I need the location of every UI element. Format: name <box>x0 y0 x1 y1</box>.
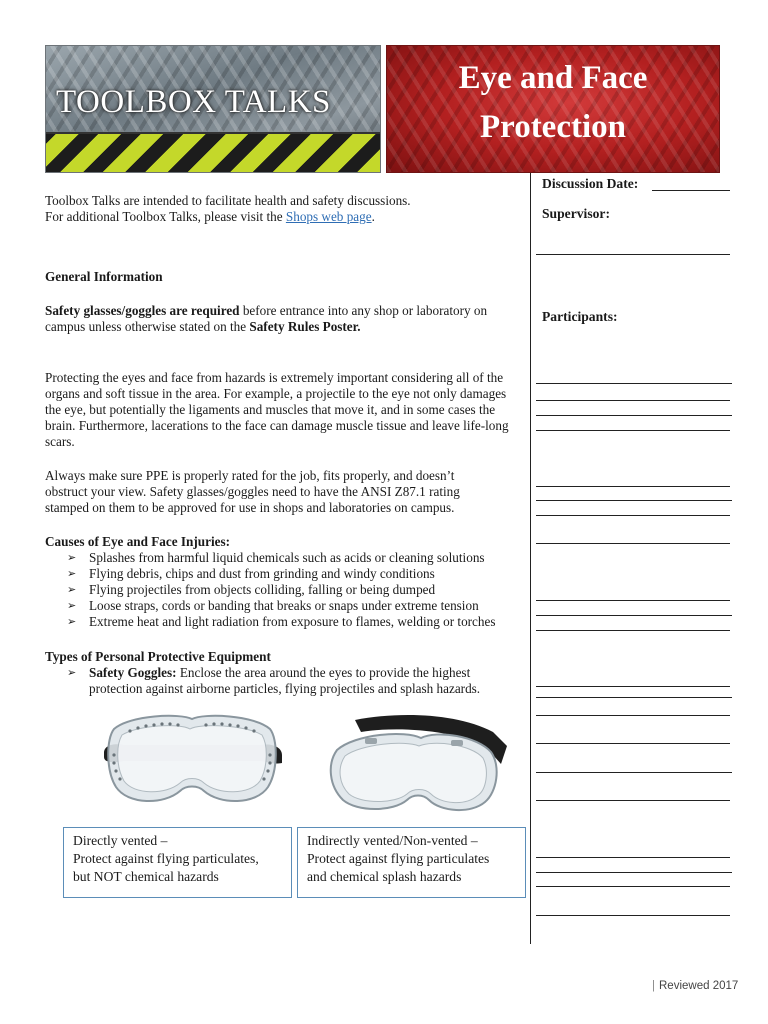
participant-line[interactable] <box>536 697 732 698</box>
direct-vented-caption: Directly vented – Protect against flying particulates, but NOT chemical hazards <box>63 827 292 898</box>
causes-heading: Causes of Eye and Face Injuries: <box>45 534 230 549</box>
intro-line-1: Toolbox Talks are intended to facilitate health and safety discussions. <box>45 193 411 208</box>
arrow-bullet-icon: ➢ <box>67 584 77 596</box>
list-item: ➢ Loose straps, cords or banding that breaks or snaps under extreme tension <box>67 598 479 613</box>
participant-line[interactable] <box>536 415 732 416</box>
general-info-heading: General Information <box>45 269 163 284</box>
arrow-bullet-icon: ➢ <box>67 568 77 580</box>
supervisor-label: Supervisor: <box>542 206 610 221</box>
participant-line[interactable] <box>536 857 730 858</box>
arrow-bullet-icon: ➢ <box>67 552 77 564</box>
toolbox-talks-banner <box>45 45 381 173</box>
participant-line[interactable] <box>536 600 730 601</box>
topic-banner <box>386 45 720 173</box>
topic-title <box>387 54 719 152</box>
arrow-bullet-icon: ➢ <box>67 600 77 612</box>
supervisor-field[interactable] <box>536 254 730 255</box>
intro-text <box>45 193 525 225</box>
shops-web-page-link[interactable]: Shops web page <box>285 209 372 224</box>
participant-line[interactable] <box>536 886 730 887</box>
hazard-paragraph: Protecting the eyes and face from hazards is extremely important considering all of the organs and soft tissue in the area. For example, a projectile to the eye not only damages the eye, but potentially the ligaments and muscles that move it, and in some cases the brain. Furthermore, lacerations to the face can damage muscle tissue and leave life-long scars. <box>45 370 509 449</box>
ppe-heading: Types of Personal Protective Equipment <box>45 649 271 664</box>
column-divider <box>530 173 531 944</box>
participants-label: Participants: <box>542 309 618 324</box>
hazard-stripes <box>46 132 380 172</box>
list-item: ➢ Splashes from harmful liquid chemicals such as acids or cleaning solutions <box>67 550 485 565</box>
participant-line[interactable] <box>536 400 730 401</box>
banner-title: TOOLBOX TALKS <box>56 84 331 120</box>
participant-line[interactable] <box>536 543 730 544</box>
topic-title-line1: Eye and Face <box>458 60 648 96</box>
participant-line[interactable] <box>536 500 732 501</box>
participant-line[interactable] <box>536 800 730 801</box>
participant-line[interactable] <box>536 383 732 384</box>
indirect-vented-goggles-image <box>325 712 510 817</box>
list-item: ➢ Flying debris, chips and dust from grinding and windy conditions <box>67 566 435 581</box>
participant-line[interactable] <box>536 872 732 873</box>
list-item: ➢ Safety Goggles: Enclose the area around the eyes to provide the highest protection against airborne particles, flying projectiles and splash hazards. <box>67 665 481 696</box>
discussion-date-label: Discussion Date: <box>542 176 639 191</box>
topic-title-line2: Protection <box>479 109 626 145</box>
participant-line[interactable] <box>536 615 732 616</box>
arrow-bullet-icon: ➢ <box>67 616 77 628</box>
participant-line[interactable] <box>536 630 730 631</box>
intro-line-2: For additional Toolbox Talks, please visit the Shops web page. <box>45 209 375 224</box>
participant-line[interactable] <box>536 686 730 687</box>
list-item: ➢ Extreme heat and light radiation from exposure to flames, welding or torches <box>67 614 496 629</box>
footer-reviewed: | Reviewed 2017 <box>652 980 739 992</box>
participant-line[interactable] <box>536 715 730 716</box>
requirement-paragraph: Safety glasses/goggles are required before entrance into any shop or laboratory on campus unless otherwise stated on the Safety Rules Poster. <box>45 303 488 334</box>
list-item: ➢ Flying projectiles from objects colliding, falling or being dumped <box>67 582 436 597</box>
participant-line[interactable] <box>536 430 730 431</box>
participant-line[interactable] <box>536 743 730 744</box>
participant-line[interactable] <box>536 486 730 487</box>
discussion-date-field[interactable] <box>652 190 730 191</box>
causes-list <box>67 550 527 630</box>
ppe-list <box>67 665 517 697</box>
participant-line[interactable] <box>536 515 730 516</box>
participant-line[interactable] <box>536 772 732 773</box>
indirect-vented-caption: Indirectly vented/Non-vented – Protect against flying particulates and chemical splash hazards <box>297 827 526 898</box>
participant-line[interactable] <box>536 915 730 916</box>
arrow-bullet-icon: ➢ <box>67 667 77 679</box>
ppe-rating-paragraph: Always make sure PPE is properly rated for the job, fits properly, and doesn’t obstruct your view. Safety glasses/goggles need to have the ANSI Z87.1 rating stamped on them to be approved for use in shops and laboratories on campus. <box>45 468 460 515</box>
direct-vented-goggles-image <box>100 705 285 815</box>
